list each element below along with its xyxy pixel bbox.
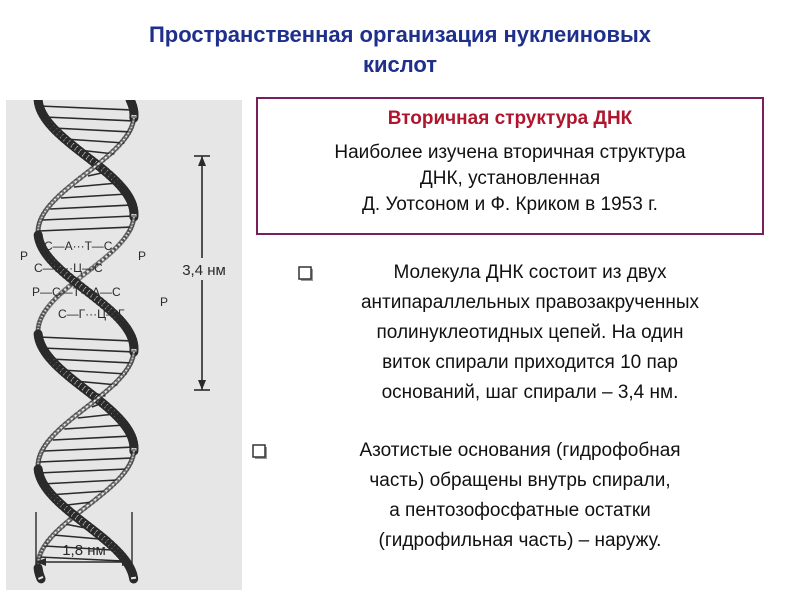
base-pair-label-3: Р—С—Т···А—С — [32, 285, 121, 299]
phosphate-label-right: Р — [138, 249, 147, 263]
bullet-bases-orientation — [250, 436, 790, 556]
base-pair-rung — [53, 436, 132, 440]
base-pair-label-1: С—А···Т—С — [44, 239, 113, 253]
base-pair-label-2: С—Г···Ц—С — [34, 261, 103, 275]
base-pair-rung — [53, 128, 131, 132]
base-pair-rung — [50, 205, 132, 209]
bullet-two-line-4: (гидрофильная часть) – наружу. — [378, 530, 662, 551]
pitch-dimension — [174, 156, 234, 390]
dna-double-helix-figure — [6, 100, 242, 590]
base-pair-rung — [64, 425, 124, 429]
page-title — [40, 20, 760, 80]
pitch-label: 3,4 нм — [182, 262, 226, 279]
box-body — [258, 140, 762, 218]
phosphate-label-left: Р — [20, 249, 29, 263]
base-pair-rung — [44, 117, 134, 121]
bullet-one-line-2: антипараллельных правозакрученных — [360, 292, 700, 313]
bullet-two-line-2: часть) обращены внутрь спирали, — [369, 470, 671, 491]
diameter-label: 1,8 нм — [62, 542, 106, 559]
bullet-molecule-description — [270, 258, 790, 408]
base-pair-rung — [39, 458, 132, 462]
base-pair-rung — [61, 194, 127, 198]
bullet-one-line-1: Молекула ДНК состоит из двух — [393, 262, 667, 283]
pitch-arrow-up-icon — [198, 156, 206, 166]
box-line-1: Наиболее изучена вторичная структура — [334, 142, 686, 163]
pitch-arrow-down-icon — [198, 380, 206, 390]
box-heading: Вторичная структура ДНК — [387, 108, 633, 129]
secondary-structure-box — [256, 97, 764, 235]
box-line-3: Д. Уотсоном и Ф. Криком в 1953 г. — [362, 194, 658, 215]
base-pair-rung — [44, 447, 134, 451]
dna-helix-svg — [6, 100, 242, 590]
base-pair-rung — [39, 337, 132, 341]
page-title-line-2: кислот — [362, 52, 438, 77]
base-pair-rung — [38, 227, 131, 231]
bullet-two-line-3: а пентозофосфатные остатки — [389, 500, 651, 521]
bullet-one-line-5: оснований, шаг спирали – 3,4 нм. — [381, 382, 679, 403]
bullet-one-line-3: полинуклеотидных цепей. На один — [376, 322, 684, 343]
base-pair-rung — [74, 183, 118, 187]
base-pair-rung — [38, 469, 127, 473]
page-title-line-1: Пространственная организация нуклеиновых — [148, 22, 652, 47]
base-pair-label-4: С—Г···Ц—Г — [58, 307, 125, 321]
base-pair-rung — [51, 359, 133, 363]
base-pair-rung — [42, 216, 134, 220]
bullet-one-line-4: виток спирали приходится 10 пар — [382, 352, 678, 373]
box-line-2: ДНК, установленная — [419, 168, 601, 189]
bullet-two-line-1: Азотистые основания (гидрофобная — [359, 440, 681, 461]
base-pair-rung — [53, 535, 99, 539]
base-pair-rung — [41, 480, 118, 484]
phosphate-label-lower: Р — [160, 295, 169, 309]
base-pair-rung — [43, 348, 134, 352]
base-pair-rung — [39, 106, 132, 110]
